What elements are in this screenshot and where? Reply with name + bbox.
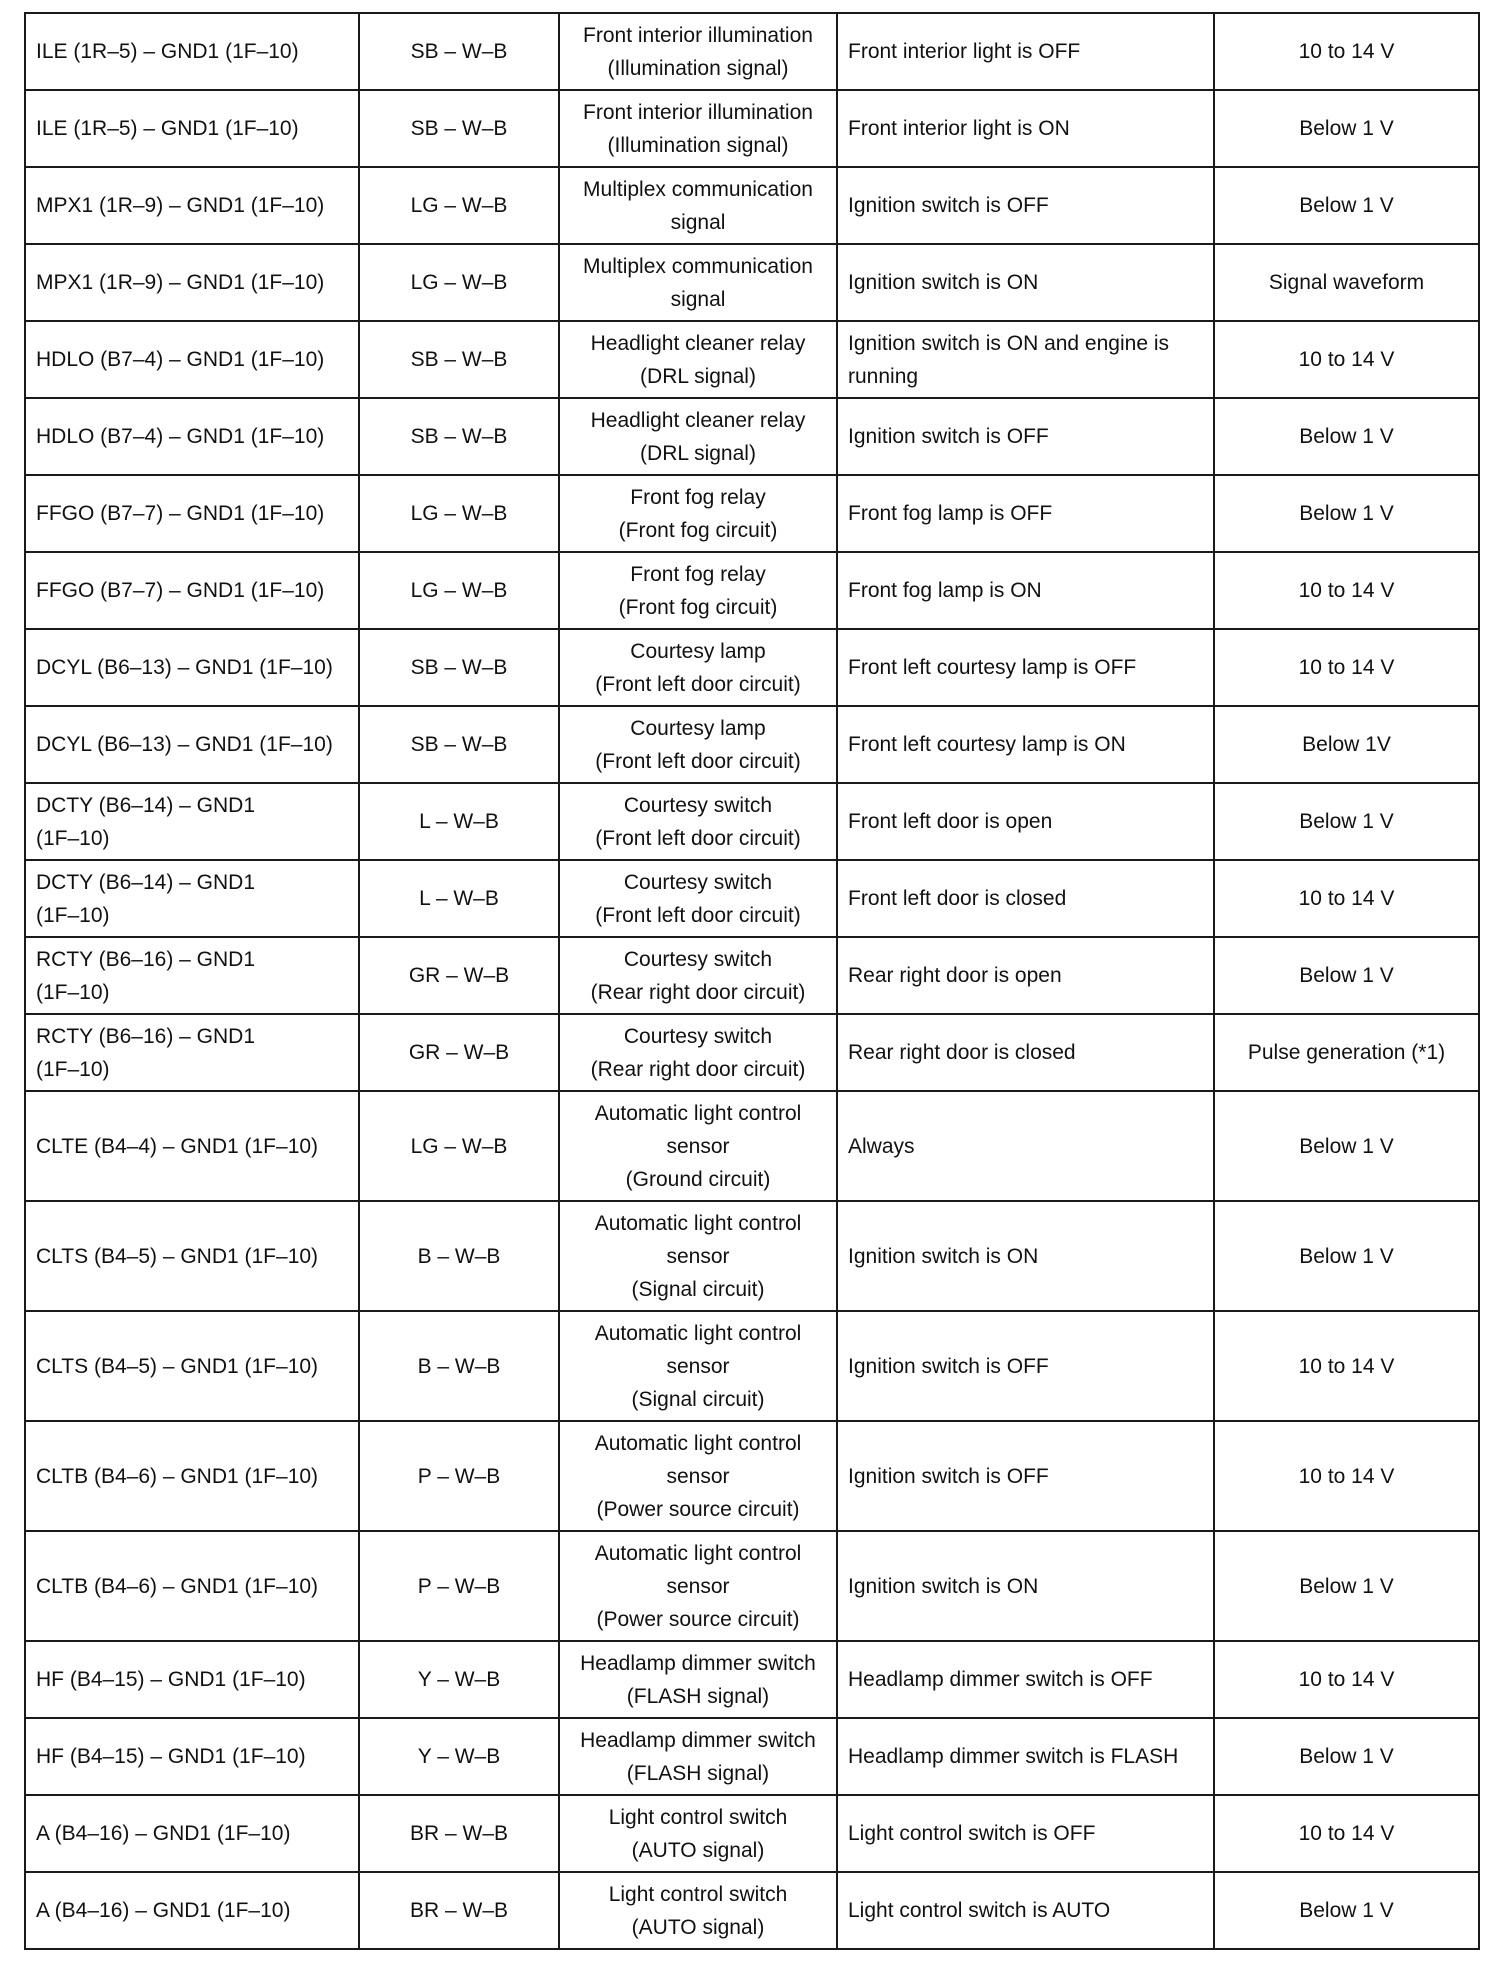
wiring-color-cell: SB – W–B [359,706,559,783]
specified-condition-cell: Below 1 V [1214,475,1479,552]
description-cell: Multiplex communication signal [559,244,837,321]
wiring-color-cell: Y – W–B [359,1718,559,1795]
wiring-color-cell: SB – W–B [359,321,559,398]
specified-condition-cell: Below 1V [1214,706,1479,783]
specified-condition-cell: Below 1 V [1214,398,1479,475]
specified-condition-cell: 10 to 14 V [1214,552,1479,629]
condition-cell: Headlamp dimmer switch is OFF [837,1641,1214,1718]
wiring-color-cell: B – W–B [359,1311,559,1421]
table-row [25,937,1479,1014]
table-row [25,90,1479,167]
condition-cell: Ignition switch is ON and engine is running [837,321,1214,398]
terminal-cell: CLTB (B4–6) – GND1 (1F–10) [25,1531,359,1641]
table-row [25,244,1479,321]
description-cell: Courtesy switch (Rear right door circuit) [559,1014,837,1091]
terminal-cell: ILE (1R–5) – GND1 (1F–10) [25,90,359,167]
description-cell: Multiplex communication signal [559,167,837,244]
condition-cell: Front left courtesy lamp is OFF [837,629,1214,706]
table-row [25,321,1479,398]
description-cell: Front fog relay (Front fog circuit) [559,475,837,552]
table-row [25,13,1479,90]
description-cell: Courtesy switch (Front left door circuit) [559,860,837,937]
description-cell: Headlamp dimmer switch (FLASH signal) [559,1641,837,1718]
wiring-color-cell: SB – W–B [359,13,559,90]
condition-cell: Front fog lamp is ON [837,552,1214,629]
terminal-cell: DCYL (B6–13) – GND1 (1F–10) [25,629,359,706]
wiring-color-cell: LG – W–B [359,167,559,244]
description-cell: Headlamp dimmer switch (FLASH signal) [559,1718,837,1795]
specified-condition-cell: Below 1 V [1214,90,1479,167]
table-row [25,398,1479,475]
description-cell: Front fog relay (Front fog circuit) [559,552,837,629]
terminal-cell: CLTB (B4–6) – GND1 (1F–10) [25,1421,359,1531]
specified-condition-cell: 10 to 14 V [1214,1311,1479,1421]
specified-condition-cell: Below 1 V [1214,1531,1479,1641]
table-row [25,1311,1479,1421]
wiring-color-cell: L – W–B [359,783,559,860]
condition-cell: Light control switch is AUTO [837,1872,1214,1949]
specified-condition-cell: Below 1 V [1214,1091,1479,1201]
wiring-color-cell: Y – W–B [359,1641,559,1718]
wiring-color-cell: GR – W–B [359,937,559,1014]
condition-cell: Ignition switch is ON [837,1201,1214,1311]
condition-cell: Front left door is closed [837,860,1214,937]
wiring-color-cell: LG – W–B [359,552,559,629]
specified-condition-cell: Below 1 V [1214,1872,1479,1949]
condition-cell: Rear right door is open [837,937,1214,1014]
condition-cell: Front left courtesy lamp is ON [837,706,1214,783]
table-row [25,1201,1479,1311]
description-cell: Courtesy switch (Front left door circuit) [559,783,837,860]
wiring-color-cell: SB – W–B [359,629,559,706]
table-row [25,783,1479,860]
terminal-cell: RCTY (B6–16) – GND1 (1F–10) [25,1014,359,1091]
terminal-cell: A (B4–16) – GND1 (1F–10) [25,1795,359,1872]
condition-cell: Ignition switch is ON [837,1531,1214,1641]
wiring-color-cell: P – W–B [359,1421,559,1531]
condition-cell: Ignition switch is OFF [837,1421,1214,1531]
table-row [25,1091,1479,1201]
description-cell: Light control switch (AUTO signal) [559,1795,837,1872]
table-row [25,1014,1479,1091]
terminal-cell: FFGO (B7–7) – GND1 (1F–10) [25,552,359,629]
terminal-cell: CLTS (B4–5) – GND1 (1F–10) [25,1311,359,1421]
specified-condition-cell: Below 1 V [1214,783,1479,860]
wiring-color-cell: P – W–B [359,1531,559,1641]
table-body [25,13,1479,1949]
table-row [25,167,1479,244]
terminal-voltage-table [24,12,1480,1950]
description-cell: Headlight cleaner relay (DRL signal) [559,398,837,475]
specified-condition-cell: Below 1 V [1214,1718,1479,1795]
terminal-cell: RCTY (B6–16) – GND1 (1F–10) [25,937,359,1014]
condition-cell: Ignition switch is OFF [837,1311,1214,1421]
table-row [25,1718,1479,1795]
specified-condition-cell: Below 1 V [1214,937,1479,1014]
wiring-color-cell: GR – W–B [359,1014,559,1091]
description-cell: Automatic light control sensor (Signal circuit) [559,1311,837,1421]
description-cell: Front interior illumination (Illumination signal) [559,90,837,167]
condition-cell: Front interior light is OFF [837,13,1214,90]
table-row [25,552,1479,629]
description-cell: Headlight cleaner relay (DRL signal) [559,321,837,398]
condition-cell: Ignition switch is OFF [837,398,1214,475]
specified-condition-cell: Below 1 V [1214,1201,1479,1311]
condition-cell: Front interior light is ON [837,90,1214,167]
description-cell: Courtesy lamp (Front left door circuit) [559,706,837,783]
specified-condition-cell: Below 1 V [1214,167,1479,244]
specified-condition-cell: 10 to 14 V [1214,321,1479,398]
table-row [25,1641,1479,1718]
terminal-cell: HF (B4–15) – GND1 (1F–10) [25,1641,359,1718]
specified-condition-cell: Pulse generation (*1) [1214,1014,1479,1091]
condition-cell: Front left door is open [837,783,1214,860]
terminal-cell: DCYL (B6–13) – GND1 (1F–10) [25,706,359,783]
wiring-color-cell: SB – W–B [359,90,559,167]
wiring-color-cell: SB – W–B [359,398,559,475]
table-row [25,629,1479,706]
terminal-cell: A (B4–16) – GND1 (1F–10) [25,1872,359,1949]
table-row [25,475,1479,552]
table-row [25,1795,1479,1872]
terminal-cell: HF (B4–15) – GND1 (1F–10) [25,1718,359,1795]
terminal-cell: DCTY (B6–14) – GND1 (1F–10) [25,783,359,860]
specified-condition-cell: 10 to 14 V [1214,1795,1479,1872]
table-row [25,1531,1479,1641]
specified-condition-cell: 10 to 14 V [1214,1641,1479,1718]
terminal-cell: HDLO (B7–4) – GND1 (1F–10) [25,321,359,398]
terminal-cell: FFGO (B7–7) – GND1 (1F–10) [25,475,359,552]
specified-condition-cell: 10 to 14 V [1214,1421,1479,1531]
condition-cell: Ignition switch is ON [837,244,1214,321]
specified-condition-cell: 10 to 14 V [1214,629,1479,706]
condition-cell: Headlamp dimmer switch is FLASH [837,1718,1214,1795]
terminal-cell: HDLO (B7–4) – GND1 (1F–10) [25,398,359,475]
description-cell: Automatic light control sensor (Ground circuit) [559,1091,837,1201]
terminal-cell: ILE (1R–5) – GND1 (1F–10) [25,13,359,90]
specified-condition-cell: 10 to 14 V [1214,13,1479,90]
specified-condition-cell: 10 to 14 V [1214,860,1479,937]
wiring-color-cell: L – W–B [359,860,559,937]
wiring-color-cell: BR – W–B [359,1795,559,1872]
specified-condition-cell: Signal waveform [1214,244,1479,321]
condition-cell: Light control switch is OFF [837,1795,1214,1872]
wiring-color-cell: LG – W–B [359,475,559,552]
description-cell: Courtesy lamp (Front left door circuit) [559,629,837,706]
wiring-color-cell: LG – W–B [359,244,559,321]
condition-cell: Front fog lamp is OFF [837,475,1214,552]
description-cell: Courtesy switch (Rear right door circuit) [559,937,837,1014]
wiring-color-cell: B – W–B [359,1201,559,1311]
description-cell: Automatic light control sensor (Signal circuit) [559,1201,837,1311]
table-row [25,1421,1479,1531]
table-row [25,706,1479,783]
terminal-cell: MPX1 (1R–9) – GND1 (1F–10) [25,244,359,321]
wiring-color-cell: LG – W–B [359,1091,559,1201]
terminal-inspection-sheet [24,12,1478,1950]
table-row [25,860,1479,937]
condition-cell: Rear right door is closed [837,1014,1214,1091]
description-cell: Light control switch (AUTO signal) [559,1872,837,1949]
condition-cell: Always [837,1091,1214,1201]
terminal-cell: CLTS (B4–5) – GND1 (1F–10) [25,1201,359,1311]
terminal-cell: DCTY (B6–14) – GND1 (1F–10) [25,860,359,937]
wiring-color-cell: BR – W–B [359,1872,559,1949]
terminal-cell: MPX1 (1R–9) – GND1 (1F–10) [25,167,359,244]
terminal-cell: CLTE (B4–4) – GND1 (1F–10) [25,1091,359,1201]
description-cell: Automatic light control sensor (Power source circuit) [559,1531,837,1641]
table-row [25,1872,1479,1949]
description-cell: Front interior illumination (Illumination signal) [559,13,837,90]
condition-cell: Ignition switch is OFF [837,167,1214,244]
description-cell: Automatic light control sensor (Power source circuit) [559,1421,837,1531]
